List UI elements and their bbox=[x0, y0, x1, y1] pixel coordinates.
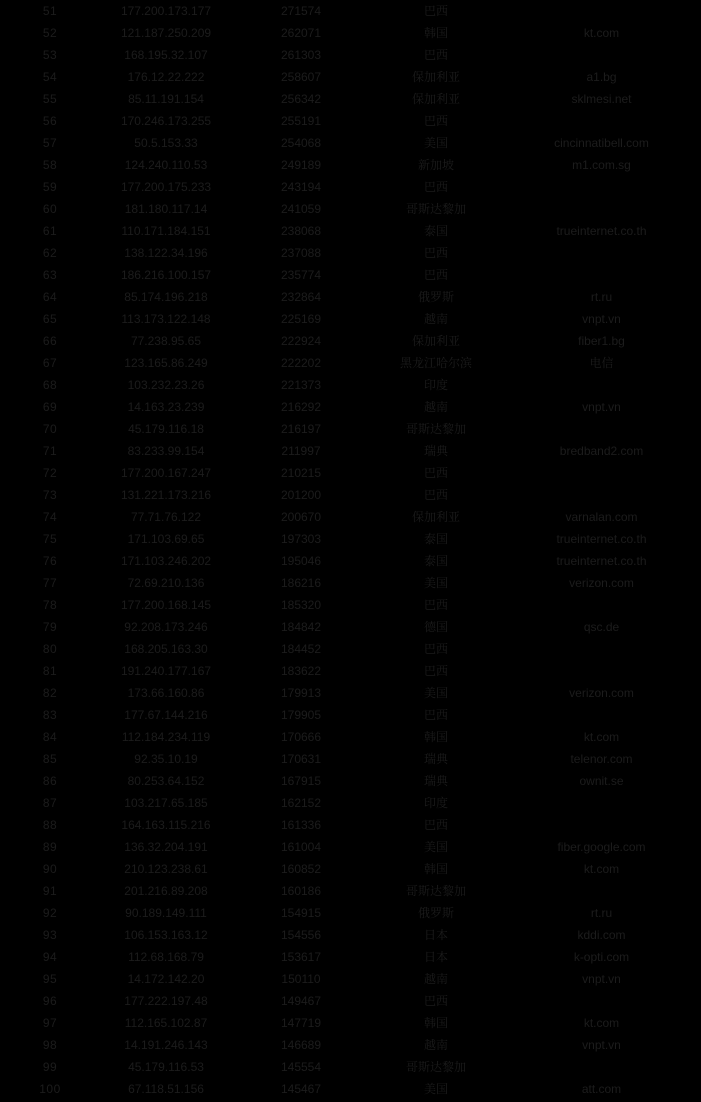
region-cell: 印度 bbox=[423, 796, 448, 810]
ip-cell: 92.35.10.19 bbox=[134, 752, 198, 766]
ip-cell: 201.216.89.208 bbox=[124, 884, 208, 898]
rank-cell: 75 bbox=[42, 532, 58, 546]
table-row bbox=[0, 836, 701, 858]
domain-cell: fiber.google.com bbox=[557, 840, 646, 854]
domain-cell: bredband2.com bbox=[559, 444, 644, 458]
domain-cell: 电信 bbox=[589, 356, 614, 370]
region-cell: 保加利亚 bbox=[411, 510, 460, 524]
rank-cell: 79 bbox=[42, 620, 58, 634]
region-cell: 保加利亚 bbox=[411, 334, 460, 348]
region-cell: 巴西 bbox=[423, 114, 448, 128]
table-row bbox=[0, 770, 701, 792]
count-cell: 201200 bbox=[280, 488, 322, 502]
rank-cell: 87 bbox=[42, 796, 58, 810]
count-cell: 238068 bbox=[280, 224, 322, 238]
table-row bbox=[0, 440, 701, 462]
table-row bbox=[0, 462, 701, 484]
ip-cell: 77.71.76.122 bbox=[130, 510, 202, 524]
region-cell: 哥斯达黎加 bbox=[405, 884, 466, 898]
ip-cell: 92.208.173.246 bbox=[124, 620, 208, 634]
ip-cell: 112.68.168.79 bbox=[128, 950, 204, 964]
region-cell: 巴西 bbox=[423, 994, 448, 1008]
region-cell: 黑龙江哈尔滨 bbox=[399, 356, 472, 370]
count-cell: 179905 bbox=[280, 708, 322, 722]
region-cell: 瑞典 bbox=[423, 752, 448, 766]
table-row bbox=[0, 0, 701, 22]
ip-cell: 210.123.238.61 bbox=[124, 862, 208, 876]
rank-cell: 100 bbox=[39, 1082, 61, 1096]
ip-cell: 85.11.191.154 bbox=[128, 92, 204, 106]
count-cell: 237088 bbox=[280, 246, 322, 260]
ip-cell: 170.246.173.255 bbox=[120, 114, 212, 128]
table-row bbox=[0, 286, 701, 308]
table-row bbox=[0, 154, 701, 176]
domain-cell: ownit.se bbox=[579, 774, 624, 788]
domain-cell: rt.ru bbox=[590, 906, 613, 920]
region-cell: 巴西 bbox=[423, 48, 448, 62]
domain-cell: rt.ru bbox=[590, 290, 613, 304]
ip-cell: 50.5.153.33 bbox=[134, 136, 198, 150]
rank-cell: 88 bbox=[42, 818, 58, 832]
domain-cell: a1.bg bbox=[586, 70, 617, 84]
table-row bbox=[0, 264, 701, 286]
domain-cell: verizon.com bbox=[569, 686, 634, 700]
rank-cell: 84 bbox=[42, 730, 58, 744]
rank-cell: 90 bbox=[42, 862, 58, 876]
rank-cell: 95 bbox=[42, 972, 58, 986]
region-cell: 巴西 bbox=[423, 268, 448, 282]
ip-cell: 112.165.102.87 bbox=[124, 1016, 208, 1030]
rank-cell: 72 bbox=[42, 466, 58, 480]
ip-cell: 103.217.65.185 bbox=[124, 796, 208, 810]
count-cell: 258607 bbox=[280, 70, 322, 84]
count-cell: 167915 bbox=[280, 774, 322, 788]
table-row bbox=[0, 814, 701, 836]
count-cell: 211997 bbox=[281, 444, 321, 458]
count-cell: 195046 bbox=[280, 554, 322, 568]
ip-cell: 171.103.69.65 bbox=[127, 532, 205, 546]
ip-cell: 67.118.51.156 bbox=[128, 1082, 204, 1096]
table-row bbox=[0, 550, 701, 572]
domain-cell: m1.com.sg bbox=[572, 158, 631, 172]
count-cell: 200670 bbox=[280, 510, 322, 524]
ip-cell: 112.184.234.119 bbox=[121, 730, 211, 744]
region-cell: 巴西 bbox=[423, 466, 448, 480]
ip-cell: 191.240.177.167 bbox=[120, 664, 212, 678]
rank-cell: 56 bbox=[42, 114, 58, 128]
count-cell: 216197 bbox=[280, 422, 322, 436]
domain-cell: trueinternet.co.th bbox=[556, 224, 647, 238]
table-row bbox=[0, 418, 701, 440]
rank-cell: 82 bbox=[42, 686, 58, 700]
ip-cell: 176.12.22.222 bbox=[127, 70, 205, 84]
rank-cell: 64 bbox=[42, 290, 58, 304]
table-row bbox=[0, 198, 701, 220]
count-cell: 154915 bbox=[280, 906, 322, 920]
region-cell: 韩国 bbox=[423, 730, 448, 744]
ip-cell: 80.253.64.152 bbox=[127, 774, 205, 788]
count-cell: 254068 bbox=[280, 136, 322, 150]
rank-cell: 86 bbox=[42, 774, 58, 788]
region-cell: 哥斯达黎加 bbox=[405, 202, 466, 216]
ip-cell: 123.165.86.249 bbox=[124, 356, 208, 370]
rank-cell: 63 bbox=[42, 268, 58, 282]
domain-cell: trueinternet.co.th bbox=[556, 532, 647, 546]
table-row bbox=[0, 704, 701, 726]
table-row bbox=[0, 748, 701, 770]
table-row bbox=[0, 572, 701, 594]
rank-cell: 76 bbox=[42, 554, 58, 568]
table-row bbox=[0, 638, 701, 660]
table-row bbox=[0, 1078, 701, 1100]
count-cell: 235774 bbox=[280, 268, 322, 282]
rank-cell: 57 bbox=[42, 136, 58, 150]
region-cell: 俄罗斯 bbox=[417, 290, 454, 304]
ip-cell: 124.240.110.53 bbox=[124, 158, 208, 172]
rank-cell: 85 bbox=[42, 752, 58, 766]
ip-cell: 110.171.184.151 bbox=[121, 224, 211, 238]
count-cell: 255191 bbox=[280, 114, 322, 128]
rank-cell: 68 bbox=[42, 378, 58, 392]
table-row bbox=[0, 968, 701, 990]
region-cell: 巴西 bbox=[423, 642, 448, 656]
domain-cell: k-opti.com bbox=[573, 950, 630, 964]
domain-cell: kt.com bbox=[583, 862, 620, 876]
count-cell: 147719 bbox=[280, 1016, 322, 1030]
rank-cell: 59 bbox=[42, 180, 58, 194]
ip-cell: 173.66.160.86 bbox=[127, 686, 205, 700]
table-row bbox=[0, 682, 701, 704]
table-row bbox=[0, 858, 701, 880]
rank-cell: 96 bbox=[42, 994, 58, 1008]
table-row bbox=[0, 1056, 701, 1078]
domain-cell: varnalan.com bbox=[565, 510, 638, 524]
ip-cell: 177.222.197.48 bbox=[124, 994, 208, 1008]
table-row bbox=[0, 506, 701, 528]
region-cell: 美国 bbox=[423, 1082, 448, 1096]
rank-cell: 94 bbox=[42, 950, 58, 964]
region-cell: 美国 bbox=[423, 686, 448, 700]
table-row bbox=[0, 726, 701, 748]
rank-cell: 78 bbox=[42, 598, 58, 612]
ip-cell: 171.103.246.202 bbox=[120, 554, 212, 568]
count-cell: 256342 bbox=[280, 92, 322, 106]
count-cell: 161336 bbox=[280, 818, 322, 832]
ip-cell: 14.172.142.20 bbox=[127, 972, 205, 986]
rank-cell: 55 bbox=[42, 92, 58, 106]
rank-cell: 80 bbox=[42, 642, 58, 656]
ip-cell: 136.32.204.191 bbox=[124, 840, 208, 854]
count-cell: 153617 bbox=[280, 950, 322, 964]
rank-cell: 62 bbox=[42, 246, 58, 260]
rank-cell: 66 bbox=[42, 334, 58, 348]
region-cell: 保加利亚 bbox=[411, 92, 460, 106]
ip-cell: 177.200.168.145 bbox=[120, 598, 212, 612]
count-cell: 197303 bbox=[280, 532, 322, 546]
ip-cell: 85.174.196.218 bbox=[124, 290, 208, 304]
table-row bbox=[0, 1012, 701, 1034]
count-cell: 149467 bbox=[280, 994, 322, 1008]
rank-cell: 83 bbox=[42, 708, 58, 722]
count-cell: 261303 bbox=[280, 48, 322, 62]
domain-cell: qsc.de bbox=[583, 620, 620, 634]
region-cell: 越南 bbox=[423, 1038, 448, 1052]
region-cell: 新加坡 bbox=[417, 158, 454, 172]
table-row bbox=[0, 330, 701, 352]
ip-cell: 14.163.23.239 bbox=[127, 400, 205, 414]
ip-cell: 45.179.116.53 bbox=[128, 1060, 204, 1074]
rank-cell: 97 bbox=[42, 1016, 58, 1030]
ip-cell: 113.173.122.148 bbox=[121, 312, 211, 326]
rank-cell: 99 bbox=[42, 1060, 58, 1074]
region-cell: 瑞典 bbox=[423, 444, 448, 458]
ip-cell: 164.163.115.216 bbox=[121, 818, 211, 832]
table-row bbox=[0, 22, 701, 44]
count-cell: 170631 bbox=[280, 752, 322, 766]
count-cell: 243194 bbox=[280, 180, 322, 194]
domain-cell: vnpt.vn bbox=[582, 972, 621, 986]
ip-cell: 72.69.210.136 bbox=[127, 576, 205, 590]
table-row bbox=[0, 528, 701, 550]
domain-cell: kt.com bbox=[583, 730, 620, 744]
table-row bbox=[0, 44, 701, 66]
region-cell: 巴西 bbox=[423, 664, 448, 678]
count-cell: 249189 bbox=[280, 158, 322, 172]
table-row bbox=[0, 902, 701, 924]
count-cell: 145554 bbox=[280, 1060, 322, 1074]
count-cell: 162152 bbox=[280, 796, 322, 810]
ip-cell: 177.67.144.216 bbox=[124, 708, 208, 722]
rank-cell: 54 bbox=[42, 70, 58, 84]
count-cell: 271574 bbox=[280, 4, 322, 18]
count-cell: 184452 bbox=[280, 642, 322, 656]
count-cell: 145467 bbox=[280, 1082, 322, 1096]
count-cell: 225169 bbox=[280, 312, 322, 326]
count-cell: 183622 bbox=[280, 664, 322, 678]
count-cell: 222202 bbox=[280, 356, 322, 370]
table-row bbox=[0, 176, 701, 198]
region-cell: 瑞典 bbox=[423, 774, 448, 788]
rank-cell: 70 bbox=[42, 422, 58, 436]
ip-cell: 186.216.100.157 bbox=[120, 268, 212, 282]
rank-cell: 81 bbox=[42, 664, 58, 678]
rank-cell: 98 bbox=[42, 1038, 58, 1052]
count-cell: 241059 bbox=[280, 202, 322, 216]
domain-cell: trueinternet.co.th bbox=[556, 554, 647, 568]
table-row bbox=[0, 924, 701, 946]
rank-cell: 73 bbox=[42, 488, 58, 502]
region-cell: 哥斯达黎加 bbox=[405, 1060, 466, 1074]
rank-cell: 71 bbox=[42, 444, 58, 458]
domain-cell: fiber1.bg bbox=[578, 334, 625, 348]
ip-cell: 103.232.23.26 bbox=[127, 378, 205, 392]
domain-cell: kt.com bbox=[583, 1016, 620, 1030]
count-cell: 154556 bbox=[280, 928, 322, 942]
count-cell: 170666 bbox=[280, 730, 322, 744]
table-row bbox=[0, 880, 701, 902]
ip-cell: 106.153.163.12 bbox=[124, 928, 208, 942]
rank-cell: 74 bbox=[42, 510, 58, 524]
table-row bbox=[0, 374, 701, 396]
region-cell: 印度 bbox=[423, 378, 448, 392]
region-cell: 泰国 bbox=[423, 532, 448, 546]
rank-cell: 89 bbox=[42, 840, 58, 854]
table-row bbox=[0, 308, 701, 330]
table-row bbox=[0, 110, 701, 132]
domain-cell: cincinnatibell.com bbox=[554, 136, 649, 150]
table-row bbox=[0, 946, 701, 968]
ip-cell: 168.205.163.30 bbox=[124, 642, 208, 656]
domain-cell: kt.com bbox=[583, 26, 620, 40]
region-cell: 泰国 bbox=[423, 224, 448, 238]
ip-cell: 131.221.173.216 bbox=[120, 488, 212, 502]
rank-cell: 58 bbox=[42, 158, 58, 172]
ip-cell: 181.180.117.14 bbox=[124, 202, 208, 216]
count-cell: 150110 bbox=[281, 972, 321, 986]
domain-cell: att.com bbox=[581, 1082, 622, 1096]
region-cell: 泰国 bbox=[423, 554, 448, 568]
ip-cell: 177.200.175.233 bbox=[120, 180, 212, 194]
domain-cell: vnpt.vn bbox=[582, 400, 621, 414]
region-cell: 美国 bbox=[423, 136, 448, 150]
ip-cell: 168.195.32.107 bbox=[124, 48, 208, 62]
region-cell: 日本 bbox=[423, 950, 448, 964]
count-cell: 232864 bbox=[280, 290, 322, 304]
ip-cell: 177.200.167.247 bbox=[120, 466, 212, 480]
region-cell: 越南 bbox=[423, 312, 448, 326]
rank-cell: 92 bbox=[42, 906, 58, 920]
table-row bbox=[0, 660, 701, 682]
ip-cell: 177.200.173.177 bbox=[120, 4, 212, 18]
rank-cell: 61 bbox=[42, 224, 58, 238]
region-cell: 韩国 bbox=[423, 862, 448, 876]
rank-cell: 69 bbox=[42, 400, 58, 414]
ip-cell: 121.187.250.209 bbox=[120, 26, 212, 40]
count-cell: 216292 bbox=[280, 400, 322, 414]
count-cell: 179913 bbox=[280, 686, 322, 700]
region-cell: 巴西 bbox=[423, 488, 448, 502]
region-cell: 美国 bbox=[423, 840, 448, 854]
count-cell: 160852 bbox=[280, 862, 322, 876]
count-cell: 262071 bbox=[280, 26, 322, 40]
region-cell: 美国 bbox=[423, 576, 448, 590]
table-row bbox=[0, 242, 701, 264]
region-cell: 俄罗斯 bbox=[417, 906, 454, 920]
table-row bbox=[0, 616, 701, 638]
table-row bbox=[0, 88, 701, 110]
rank-cell: 77 bbox=[42, 576, 58, 590]
ip-cell: 77.238.95.65 bbox=[130, 334, 202, 348]
rank-cell: 93 bbox=[42, 928, 58, 942]
ip-cell: 45.179.116.18 bbox=[128, 422, 204, 436]
count-cell: 160186 bbox=[280, 884, 322, 898]
region-cell: 巴西 bbox=[423, 818, 448, 832]
table-row bbox=[0, 792, 701, 814]
count-cell: 146689 bbox=[280, 1038, 322, 1052]
region-cell: 巴西 bbox=[423, 598, 448, 612]
table-row bbox=[0, 396, 701, 418]
ip-cell: 138.122.34.196 bbox=[124, 246, 208, 260]
domain-cell: vnpt.vn bbox=[582, 1038, 621, 1052]
table-row bbox=[0, 1034, 701, 1056]
table-row bbox=[0, 66, 701, 88]
rank-cell: 52 bbox=[42, 26, 58, 40]
rank-cell: 91 bbox=[42, 884, 58, 898]
region-cell: 越南 bbox=[423, 400, 448, 414]
table-row bbox=[0, 352, 701, 374]
domain-cell: verizon.com bbox=[569, 576, 634, 590]
count-cell: 222924 bbox=[280, 334, 322, 348]
rank-cell: 67 bbox=[42, 356, 58, 370]
region-cell: 越南 bbox=[423, 972, 448, 986]
rank-cell: 60 bbox=[42, 202, 58, 216]
region-cell: 日本 bbox=[423, 928, 448, 942]
region-cell: 韩国 bbox=[423, 26, 448, 40]
count-cell: 186216 bbox=[280, 576, 322, 590]
region-cell: 巴西 bbox=[423, 246, 448, 260]
count-cell: 221373 bbox=[280, 378, 322, 392]
region-cell: 巴西 bbox=[423, 4, 448, 18]
region-cell: 保加利亚 bbox=[411, 70, 460, 84]
domain-cell: vnpt.vn bbox=[582, 312, 621, 326]
domain-cell: sklmesi.net bbox=[571, 92, 632, 106]
count-cell: 210215 bbox=[280, 466, 322, 480]
domain-cell: kddi.com bbox=[577, 928, 626, 942]
region-cell: 巴西 bbox=[423, 708, 448, 722]
rank-cell: 53 bbox=[42, 48, 58, 62]
ip-cell: 83.233.99.154 bbox=[127, 444, 205, 458]
rank-cell: 65 bbox=[42, 312, 58, 326]
table-row bbox=[0, 990, 701, 1012]
count-cell: 184842 bbox=[280, 620, 322, 634]
region-cell: 哥斯达黎加 bbox=[405, 422, 466, 436]
domain-cell: telenor.com bbox=[570, 752, 633, 766]
ip-cell: 90.189.149.111 bbox=[125, 906, 207, 920]
table-row bbox=[0, 484, 701, 506]
region-cell: 巴西 bbox=[423, 180, 448, 194]
count-cell: 185320 bbox=[280, 598, 322, 612]
rank-cell: 51 bbox=[42, 4, 58, 18]
count-cell: 161004 bbox=[280, 840, 322, 854]
region-cell: 韩国 bbox=[423, 1016, 448, 1030]
table-row bbox=[0, 594, 701, 616]
table-row bbox=[0, 220, 701, 242]
table-row bbox=[0, 132, 701, 154]
region-cell: 德国 bbox=[423, 620, 448, 634]
ip-cell: 14.191.246.143 bbox=[124, 1038, 208, 1052]
